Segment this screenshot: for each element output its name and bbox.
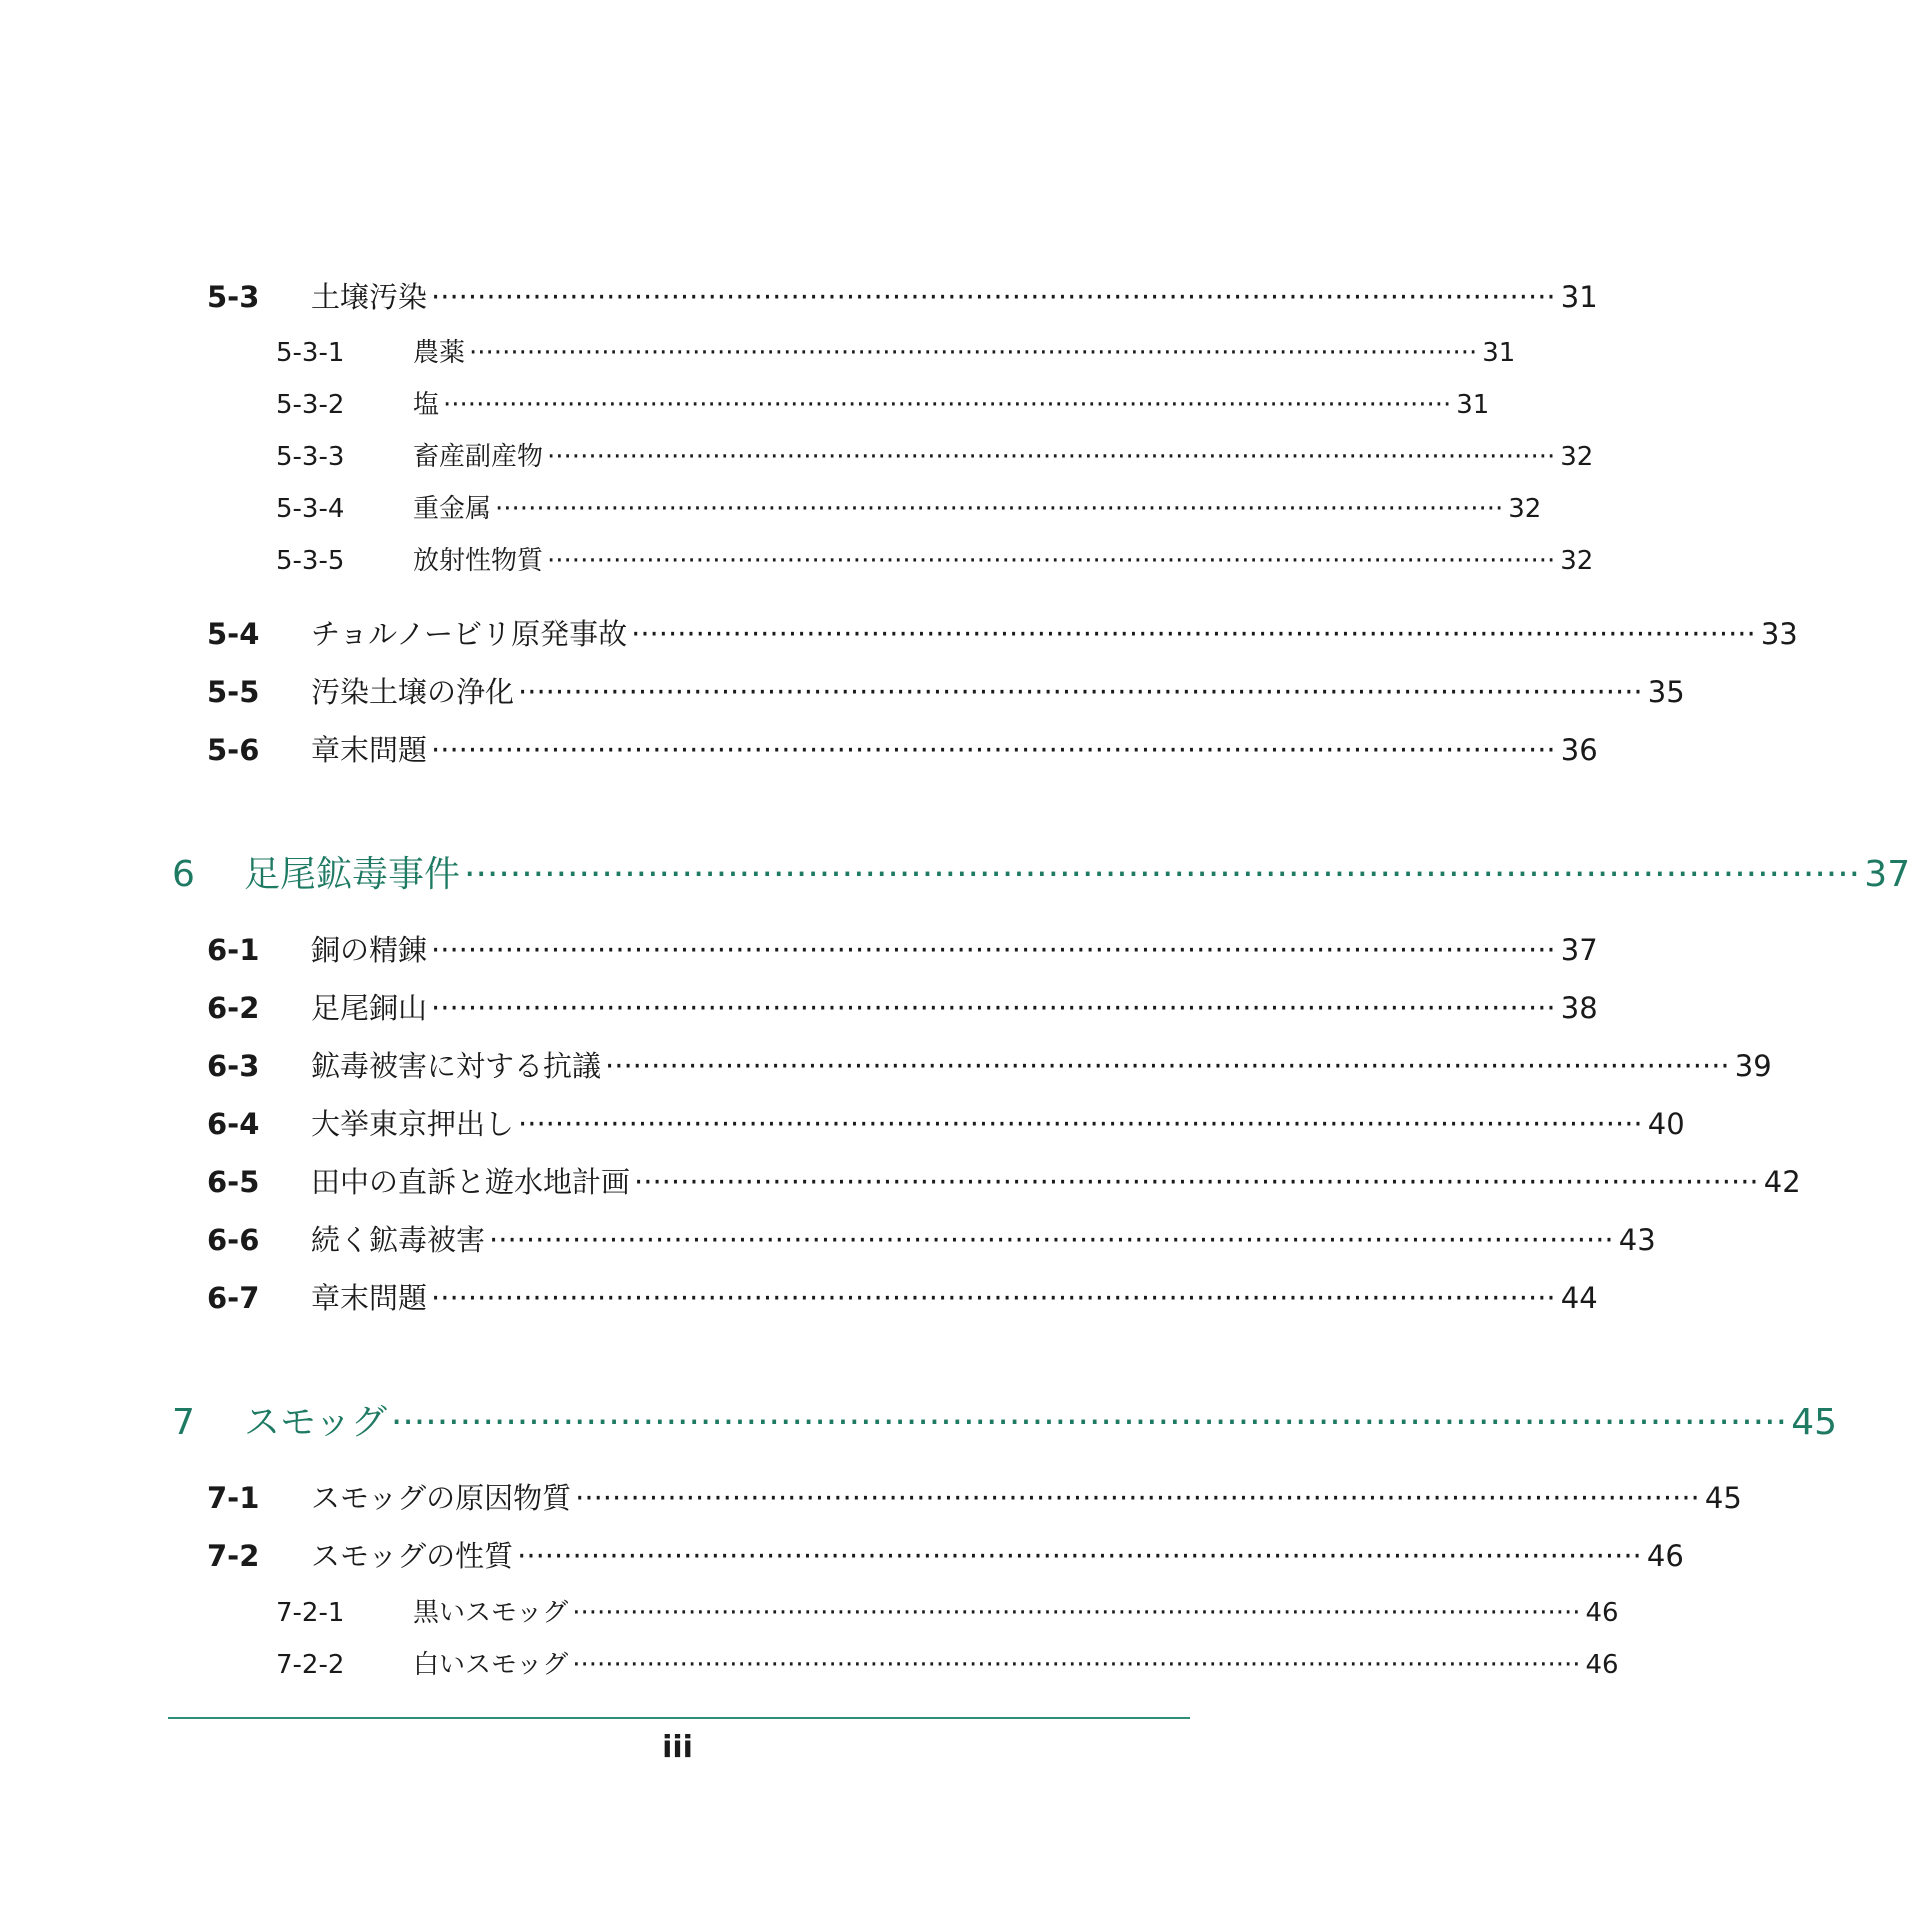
dot-leader: ·························································································································· xyxy=(431,733,1556,767)
toc-number: 5-3-3 xyxy=(276,442,345,472)
toc-section-6-2[interactable] xyxy=(207,986,1598,1026)
dot-leader: ·························································································································· xyxy=(547,442,1556,472)
toc-title: 鉱毒被害に対する抗議 xyxy=(311,1049,602,1083)
dot-leader: ·························································································································· xyxy=(390,1402,1788,1443)
toc-chapter-number: 7 xyxy=(172,1402,195,1443)
toc-title: 汚染土壌の浄化 xyxy=(311,675,515,709)
toc-number: 7-1 xyxy=(207,1481,260,1515)
toc-title: 足尾銅山 xyxy=(311,991,428,1025)
toc-page-number: 32 xyxy=(1560,546,1594,576)
toc-number: 6-3 xyxy=(207,1049,260,1083)
toc-section-6-7[interactable] xyxy=(207,1276,1598,1316)
toc-title: 章末問題 xyxy=(311,733,428,767)
toc-title: チョルノービリ原発事故 xyxy=(311,617,628,651)
toc-section-5-4[interactable] xyxy=(207,612,1798,652)
toc-page-number: 33 xyxy=(1760,617,1798,651)
dot-leader: ·························································································································· xyxy=(518,1107,1643,1141)
toc-title: 田中の直訴と遊水地計画 xyxy=(311,1165,631,1199)
toc-page-number: 32 xyxy=(1560,442,1594,472)
toc-title: 続く鉱毒被害 xyxy=(311,1223,486,1257)
toc-number: 5-6 xyxy=(207,733,260,767)
toc-title: 銅の精錬 xyxy=(311,933,428,967)
dot-leader: ·························································································································· xyxy=(518,675,1643,709)
toc-title: 土壌汚染 xyxy=(311,280,428,314)
toc-number: 5-5 xyxy=(207,675,260,709)
toc-subsection-5-3-2[interactable] xyxy=(276,384,1490,420)
footer-divider xyxy=(168,1717,1190,1719)
toc-chapter-title: 足尾鉱毒事件 xyxy=(244,854,461,895)
dot-leader: ·························································································································· xyxy=(631,617,1756,651)
toc-number: 6-4 xyxy=(207,1107,260,1141)
toc-title: 塩 xyxy=(413,390,440,420)
dot-leader: ·························································································································· xyxy=(469,338,1478,368)
toc-number: 6-6 xyxy=(207,1223,260,1257)
dot-leader: ·························································································································· xyxy=(547,546,1556,576)
toc-title: スモッグの性質 xyxy=(311,1539,514,1573)
toc-section-5-3[interactable] xyxy=(207,275,1598,315)
dot-leader: ·························································································································· xyxy=(634,1165,1759,1199)
toc-section-6-1[interactable] xyxy=(207,928,1598,968)
dot-leader: ·························································································································· xyxy=(572,1650,1581,1680)
toc-section-6-6[interactable] xyxy=(207,1218,1656,1258)
dot-leader: ·························································································································· xyxy=(431,280,1556,314)
toc-page-number: 45 xyxy=(1791,1402,1838,1443)
toc-title: 畜産副産物 xyxy=(413,442,544,472)
toc-chapter-6[interactable] xyxy=(172,846,1910,895)
dot-leader: ·························································································································· xyxy=(431,1281,1556,1315)
toc-page-number: 46 xyxy=(1646,1539,1684,1573)
toc-subsection-7-2-2[interactable] xyxy=(276,1644,1619,1680)
toc-number: 5-3-1 xyxy=(276,338,345,368)
toc-section-5-6[interactable] xyxy=(207,728,1598,768)
toc-page-number: 37 xyxy=(1560,933,1598,967)
toc-number: 5-3-2 xyxy=(276,390,345,420)
toc-subsection-5-3-5[interactable] xyxy=(276,540,1594,576)
toc-section-7-2[interactable] xyxy=(207,1534,1684,1574)
toc-number: 5-3 xyxy=(207,280,260,314)
dot-leader: ·························································································································· xyxy=(443,390,1452,420)
toc-number: 6-5 xyxy=(207,1165,260,1199)
dot-leader: ·························································································································· xyxy=(517,1539,1642,1573)
dot-leader: ·························································································································· xyxy=(605,1049,1730,1083)
toc-section-7-1[interactable] xyxy=(207,1476,1742,1516)
toc-title: 章末問題 xyxy=(311,1281,428,1315)
toc-title: 大挙東京押出し xyxy=(311,1107,515,1141)
toc-section-6-3[interactable] xyxy=(207,1044,1772,1084)
toc-title: スモッグの原因物質 xyxy=(311,1481,572,1515)
toc-page-number: 43 xyxy=(1618,1223,1656,1257)
toc-chapter-title: スモッグ xyxy=(244,1402,387,1443)
toc-page-number: 32 xyxy=(1508,494,1542,524)
toc-page-number: 46 xyxy=(1585,1598,1619,1628)
toc-subsection-5-3-4[interactable] xyxy=(276,488,1542,524)
toc-subsection-5-3-1[interactable] xyxy=(276,332,1516,368)
toc-section-6-5[interactable] xyxy=(207,1160,1801,1200)
toc-title: 黒いスモッグ xyxy=(413,1598,569,1628)
toc-page-number: 31 xyxy=(1560,280,1598,314)
dot-leader: ·························································································································· xyxy=(464,854,1861,895)
toc-page-number: 40 xyxy=(1647,1107,1685,1141)
toc-number: 5-3-5 xyxy=(276,546,345,576)
dot-leader: ·························································································································· xyxy=(431,991,1556,1025)
toc-page-number: 36 xyxy=(1560,733,1598,767)
dot-leader: ·························································································································· xyxy=(572,1598,1581,1628)
toc-page-number: 37 xyxy=(1864,854,1910,895)
toc-page-number: 46 xyxy=(1585,1650,1619,1680)
toc-page-number: 31 xyxy=(1456,390,1490,420)
toc-section-5-5[interactable] xyxy=(207,670,1685,710)
toc-chapter-number: 6 xyxy=(172,854,195,895)
dot-leader: ·························································································································· xyxy=(495,494,1504,524)
toc-page-number: 39 xyxy=(1734,1049,1772,1083)
toc-page-number: 44 xyxy=(1560,1281,1598,1315)
toc-number: 7-2 xyxy=(207,1539,260,1573)
toc-chapter-7[interactable] xyxy=(172,1394,1838,1443)
dot-leader: ·························································································································· xyxy=(431,933,1556,967)
toc-number: 6-1 xyxy=(207,933,260,967)
toc-title: 放射性物質 xyxy=(413,546,544,576)
toc-page-number: 42 xyxy=(1763,1165,1801,1199)
dot-leader: ·························································································································· xyxy=(575,1481,1700,1515)
toc-title: 白いスモッグ xyxy=(413,1650,569,1680)
toc-number: 5-4 xyxy=(207,617,260,651)
toc-title: 重金属 xyxy=(413,494,492,524)
toc-subsection-5-3-3[interactable] xyxy=(276,436,1594,472)
toc-number: 6-7 xyxy=(207,1281,260,1315)
toc-page-number: 38 xyxy=(1560,991,1598,1025)
toc-number: 7-2-2 xyxy=(276,1650,345,1680)
toc-number: 6-2 xyxy=(207,991,260,1025)
toc-subsection-7-2-1[interactable] xyxy=(276,1592,1619,1628)
toc-page-number: 45 xyxy=(1704,1481,1742,1515)
page-number: iii xyxy=(662,1730,693,1765)
toc-page-number: 31 xyxy=(1482,338,1516,368)
toc-section-6-4[interactable] xyxy=(207,1102,1685,1142)
toc-number: 5-3-4 xyxy=(276,494,345,524)
toc-number: 7-2-1 xyxy=(276,1598,345,1628)
toc-page-number: 35 xyxy=(1647,675,1685,709)
toc-title: 農薬 xyxy=(413,338,466,368)
dot-leader: ·························································································································· xyxy=(489,1223,1614,1257)
